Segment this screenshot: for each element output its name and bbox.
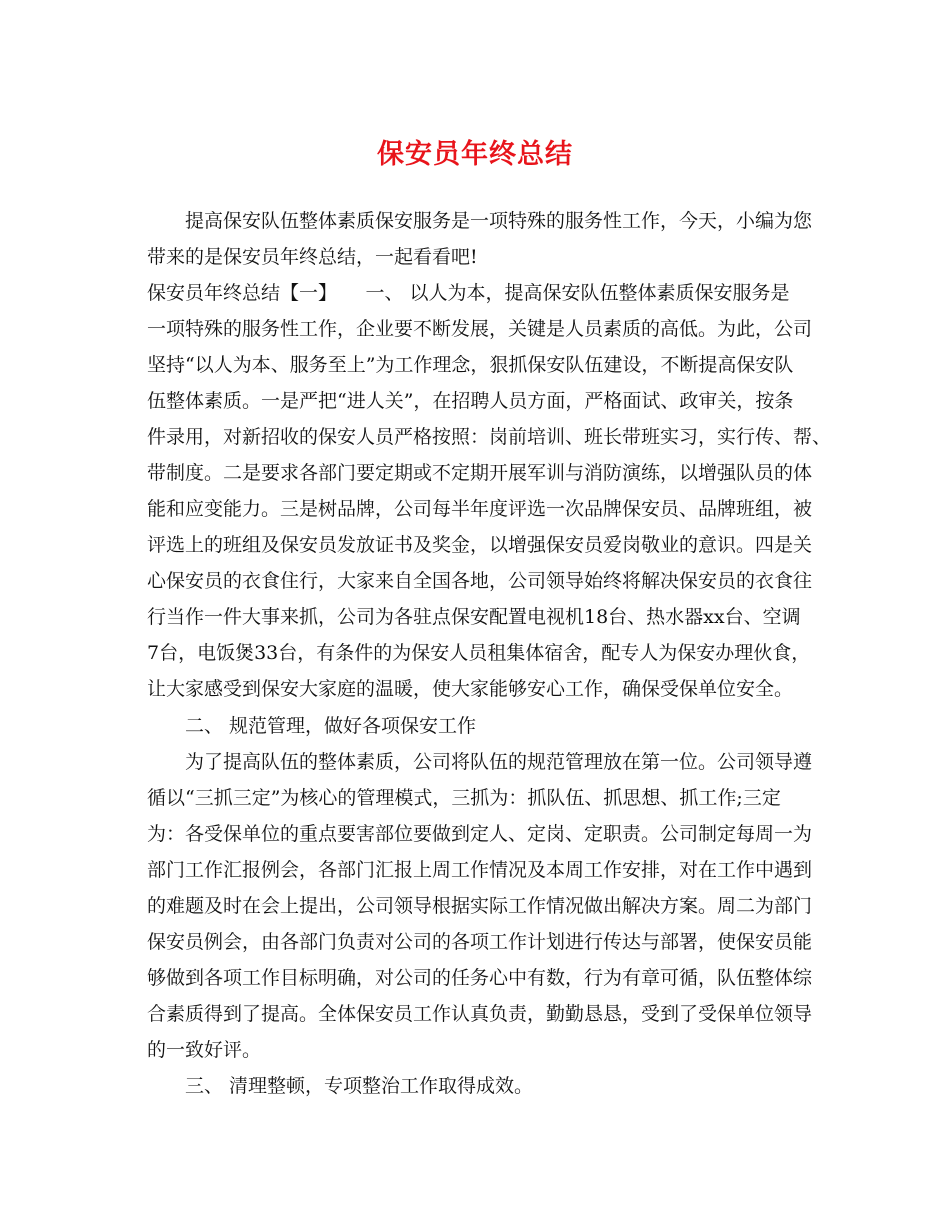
paragraph-line: 保安员例会，由各部门负责对公司的各项工作计划进行传达与部署，使保安员能 <box>147 931 813 953</box>
paragraph-line: 坚持“以人为本、服务至上”为工作理念，狠抓保安队伍建设，不断提高保安队 <box>147 354 794 376</box>
paragraph-line: 心保安员的衣食住行，大家来自全国各地，公司领导始终将解决保安员的衣食往 <box>147 570 813 592</box>
paragraph-line: 部门工作汇报例会，各部门汇报上周工作情况及本周工作安排，对在工作中遇到 <box>147 859 813 881</box>
paragraph-line: 循以“三抓三定”为核心的管理模式，三抓为：抓队伍、抓思想、抓工作;三定 <box>147 787 781 809</box>
section-heading: 二、 规范管理，做好各项保安工作 <box>185 715 477 737</box>
paragraph-line: 带制度。二是要求各部门要定期或不定期开展军训与消防演练，以增强队员的体 <box>147 462 813 484</box>
paragraph-line: 件录用，对新招收的保安人员严格按照：岗前培训、班长带班实习，实行传、帮、 <box>147 426 832 448</box>
paragraph-line: 的一致好评。 <box>147 1039 262 1061</box>
section-heading: 三、 清理整顿，专项整治工作取得成效。 <box>185 1075 534 1097</box>
paragraph-line: 评选上的班组及保安员发放证书及奖金，以增强保安员爱岗敬业的意识。四是关 <box>147 534 813 556</box>
paragraph-line: 提高保安队伍整体素质保安服务是一项特殊的服务性工作，今天，小编为您 <box>185 210 813 232</box>
document-title: 保安员年终总结 <box>377 139 573 170</box>
paragraph-line: 为了提高队伍的整体素质，公司将队伍的规范管理放在第一位。公司领导遵 <box>185 751 813 773</box>
paragraph-line: 让大家感受到保安大家庭的温暖，使大家能够安心工作，确保受保单位安全。 <box>147 678 794 700</box>
paragraph-line: 带来的是保安员年终总结，一起看看吧! <box>147 246 478 268</box>
paragraph-line: 能和应变能力。三是树品牌，公司每半年度评选一次品牌保安员、品牌班组，被 <box>147 498 813 520</box>
paragraph-line: 一项特殊的服务性工作，企业要不断发展，关键是人员素质的高低。为此，公司 <box>147 318 813 340</box>
paragraph-line: 7台，电饭煲33台，有条件的为保安人员租集体宿舍，配专人为保安办理伙食， <box>147 642 811 664</box>
paragraph-line: 的难题及时在会上提出，公司领导根据实际工作情况做出解决方案。周二为部门 <box>147 895 813 917</box>
paragraph-line: 伍整体素质。一是严把“进人关”，在招聘人员方面，严格面试、政审关，按条 <box>147 390 794 412</box>
paragraph-line: 保安员年终总结【一】 一、 以人为本，提高保安队伍整体素质保安服务是 <box>147 282 790 304</box>
paragraph-line: 为：各受保单位的重点要害部位要做到定人、定岗、定职责。公司制定每周一为 <box>147 823 813 845</box>
paragraph-line: 行当作一件大事来抓，公司为各驻点保安配置电视机18台、热水器xx台、空调 <box>147 606 801 628</box>
paragraph-line: 合素质得到了提高。全体保安员工作认真负责，勤勤恳恳，受到了受保单位领导 <box>147 1003 813 1025</box>
paragraph-line: 够做到各项工作目标明确，对公司的任务心中有数，行为有章可循，队伍整体综 <box>147 967 813 989</box>
